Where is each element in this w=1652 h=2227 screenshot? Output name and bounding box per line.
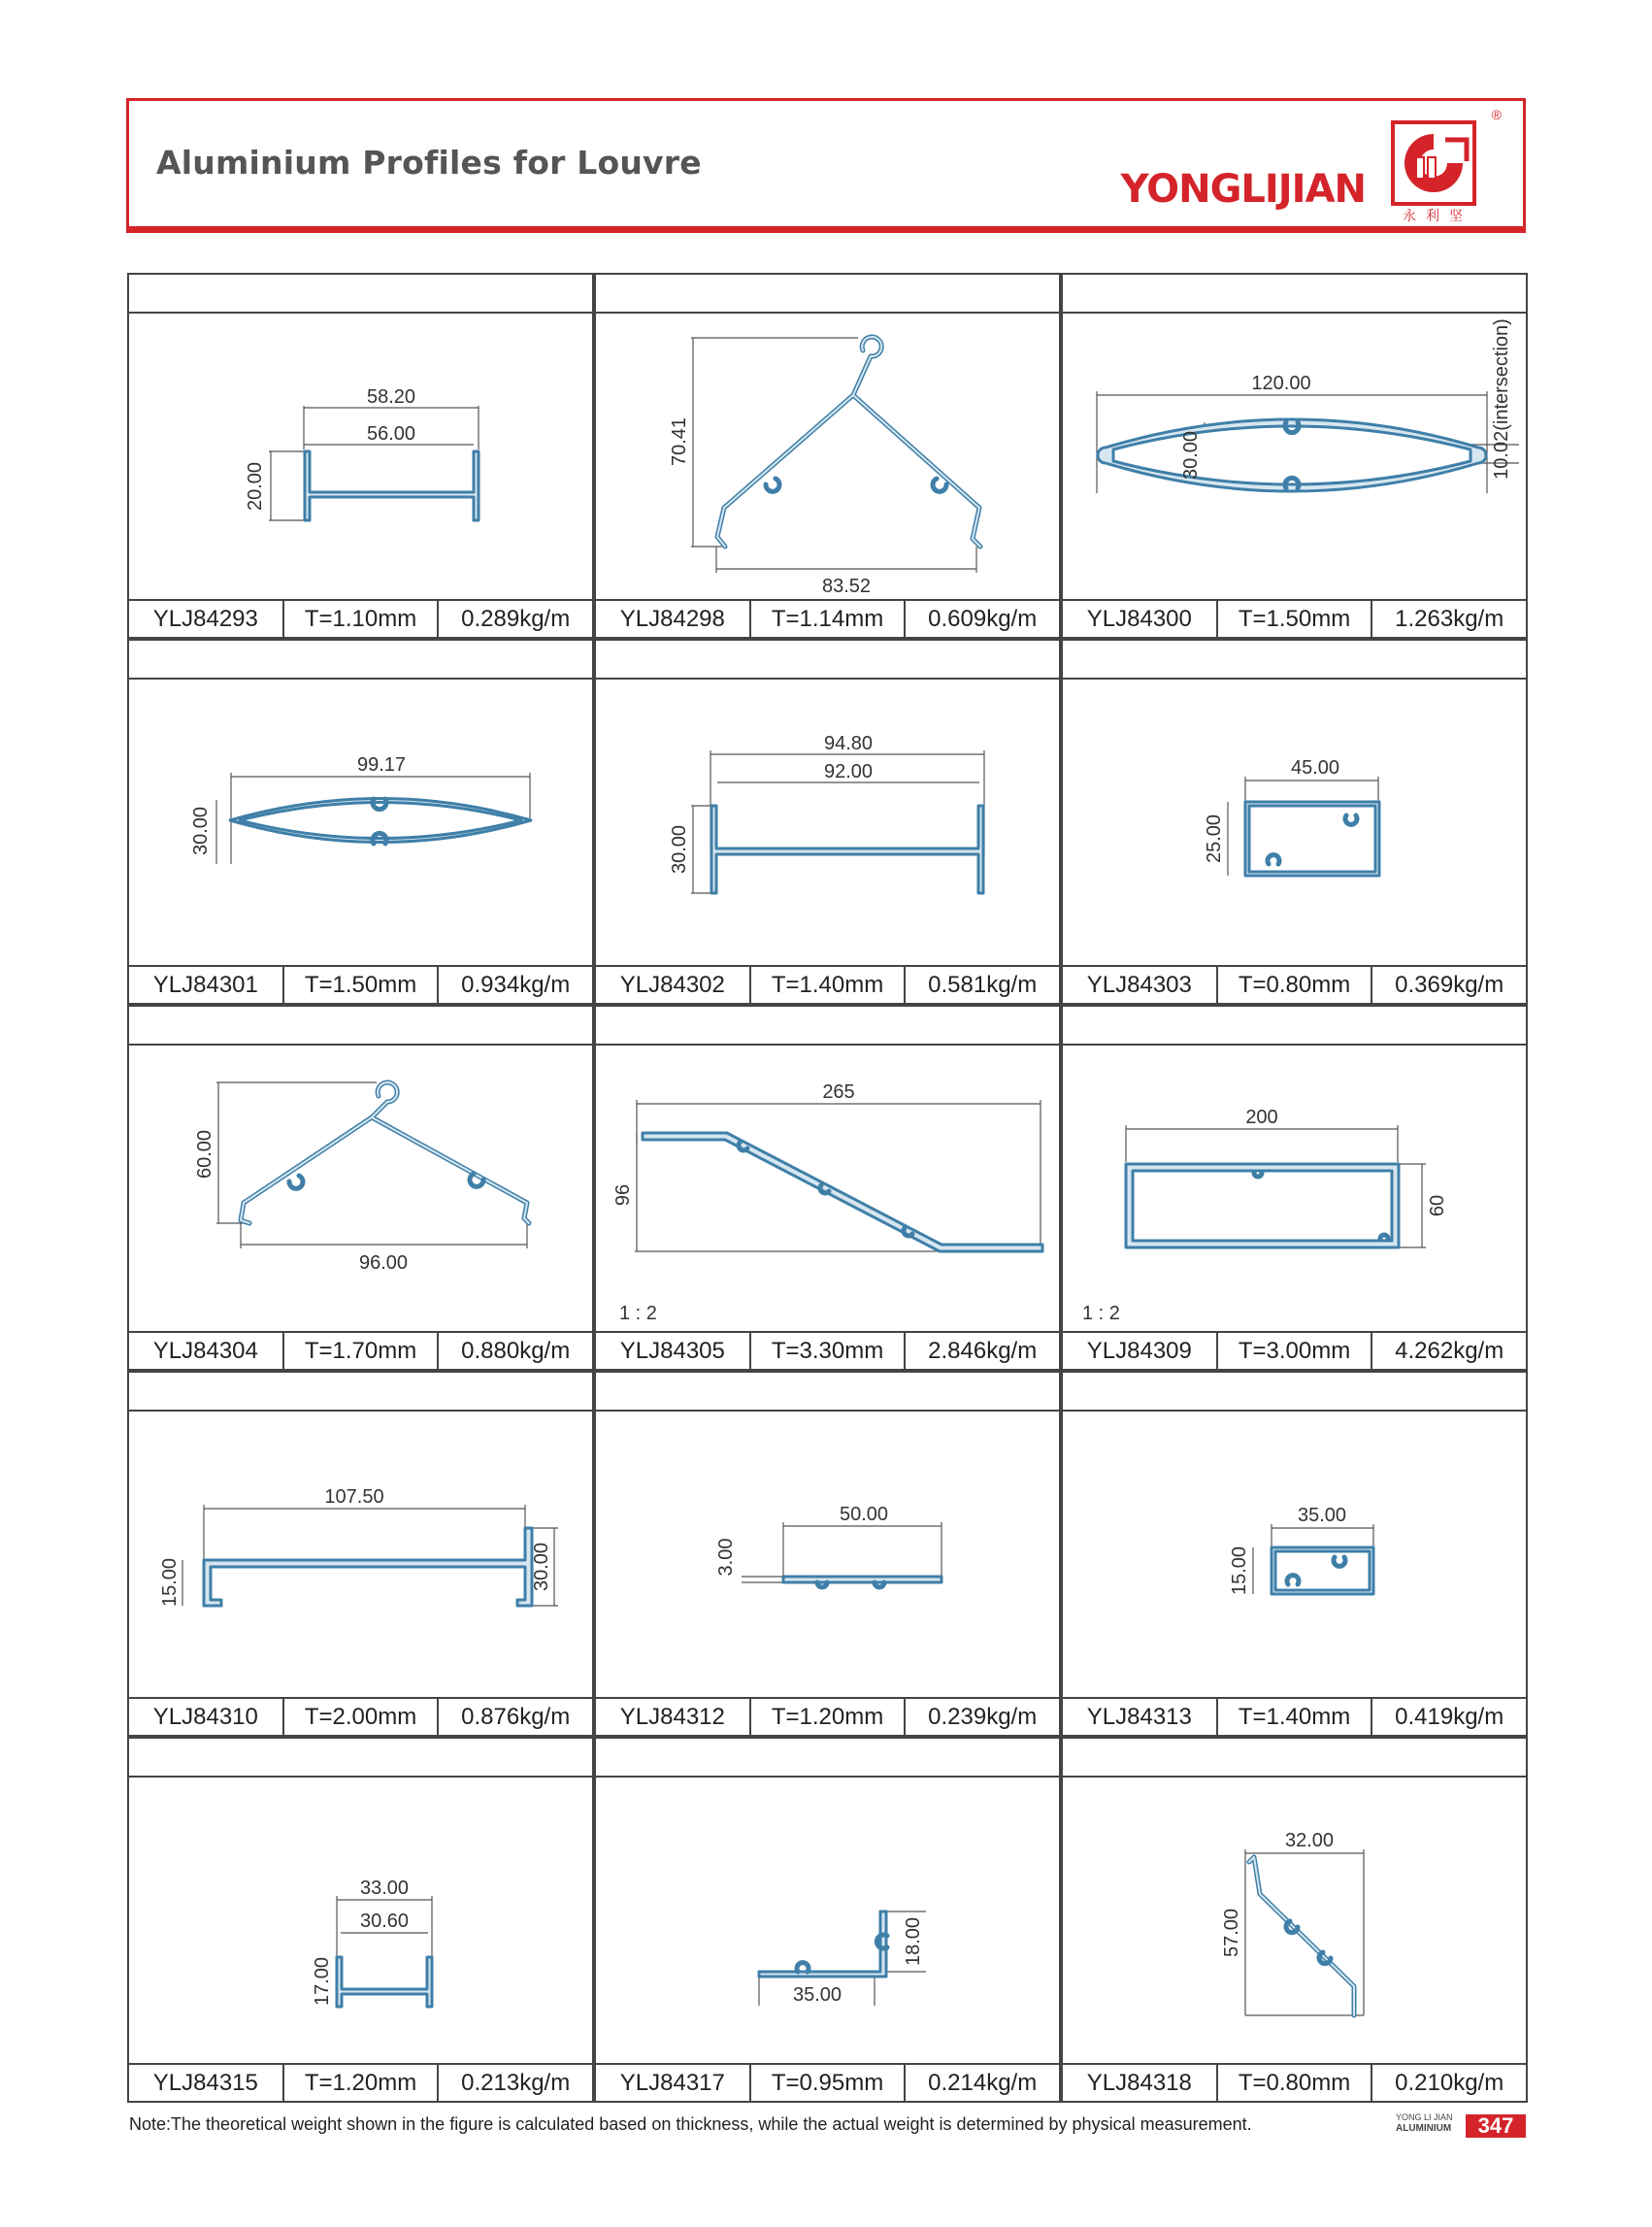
profile-code: YLJ84302 [596,967,751,1003]
scale-label: 1 : 2 [619,1303,657,1324]
spec-row [596,1331,1059,1369]
dim-label: 107.50 [324,1486,384,1508]
profile-code: YLJ84318 [1063,2065,1218,2101]
dim-label: 60 [1427,1194,1448,1217]
dim-label: 30.00 [531,1542,552,1592]
card-caption-bar [1063,1373,1526,1412]
card-caption-bar [596,641,1059,680]
brand-name: YONGLIJIAN [1120,167,1366,212]
profile-drawing [129,1046,592,1330]
profile-card [594,1371,1061,1737]
card-caption-bar [1063,1739,1526,1778]
dim-label: 45.00 [1290,757,1340,779]
profile-weight: 0.369kg/m [1395,971,1504,998]
profile-weight: 0.880kg/m [461,1337,571,1364]
profile-weight: 0.214kg/m [928,2069,1038,2096]
dim-label: 20.00 [245,461,266,512]
spec-row [1063,1697,1526,1735]
profile-card [594,1737,1061,2103]
profile-drawing [1063,314,1526,598]
dim-label: 35.00 [1297,1505,1347,1526]
footer-brand [1396,2112,1453,2134]
dim-label: 200 [1245,1107,1278,1128]
profile-card [1061,639,1528,1005]
dim-label: 15.00 [1229,1546,1250,1596]
profile-weight: 0.213kg/m [461,2069,571,2096]
dim-label: 92.00 [823,761,874,782]
profile-code: YLJ84303 [1063,967,1218,1003]
profile-thickness: T=2.00mm [284,1699,440,1735]
dim-label: 96.00 [358,1252,409,1274]
profile-card [594,1005,1061,1371]
card-caption-bar [129,1007,592,1046]
dim-label: 56.00 [366,423,416,445]
card-caption-bar [1063,275,1526,314]
profile-card [594,639,1061,1005]
profile-card [1061,273,1528,639]
profile-drawing [1063,680,1526,964]
profile-thickness: T=1.10mm [284,601,440,637]
spec-row [129,1331,592,1369]
profile-thickness: T=1.20mm [751,1699,907,1735]
profile-thickness: T=1.20mm [284,2065,440,2101]
profile-weight: 0.239kg/m [928,1703,1038,1730]
profile-code: YLJ84305 [596,1333,751,1369]
profile-card [127,1005,594,1371]
profile-weight: 0.419kg/m [1395,1703,1504,1730]
card-caption-bar [596,1739,1059,1778]
spec-row [129,965,592,1003]
scale-label: 1 : 2 [1082,1303,1120,1324]
profile-drawing [596,314,1059,598]
card-caption-bar [596,1373,1059,1412]
dim-label: 99.17 [356,754,407,776]
page-number: 347 [1466,2114,1526,2138]
profile-code: YLJ84310 [129,1699,284,1735]
dim-label: 30.00 [190,806,212,856]
profile-weight: 0.934kg/m [461,971,571,998]
profile-code: YLJ84315 [129,2065,284,2101]
spec-row [1063,2063,1526,2101]
dim-label: 10.02(intersection) [1491,318,1512,480]
card-caption-bar [129,1373,592,1412]
profile-card [127,273,594,639]
profile-weight: 0.581kg/m [928,971,1038,998]
dim-label: 60.00 [194,1129,215,1180]
profile-weight: 4.262kg/m [1395,1337,1504,1364]
card-caption-bar [596,1007,1059,1046]
profile-thickness: T=1.50mm [284,967,440,1003]
profile-thickness: T=1.14mm [751,601,907,637]
spec-row [129,2063,592,2101]
dim-label: 30.00 [1180,430,1202,481]
profile-code: YLJ84300 [1063,601,1218,637]
profile-thickness: T=0.80mm [1218,967,1373,1003]
dim-label: 83.52 [821,576,872,597]
profile-drawing [129,1412,592,1696]
spec-row [1063,965,1526,1003]
profile-card [1061,1737,1528,2103]
profile-thickness: T=1.40mm [751,967,907,1003]
page-title: Aluminium Profiles for Louvre [156,144,702,182]
profile-thickness: T=0.80mm [1218,2065,1373,2101]
dim-label: 30.00 [669,824,690,875]
dim-label: 96 [612,1183,634,1207]
card-caption-bar [129,1739,592,1778]
dim-label: 50.00 [839,1504,889,1525]
spec-row [1063,599,1526,637]
spec-row [129,1697,592,1735]
profile-code: YLJ84304 [129,1333,284,1369]
dim-label: 33.00 [359,1878,410,1899]
profile-code: YLJ84298 [596,601,751,637]
profile-card [1061,1371,1528,1737]
profile-thickness: T=1.70mm [284,1333,440,1369]
dim-label: 3.00 [715,1538,737,1577]
header-underline [129,226,1523,233]
profile-thickness: T=1.40mm [1218,1699,1373,1735]
profile-weight: 0.609kg/m [928,605,1038,632]
card-caption-bar [596,275,1059,314]
spec-row [596,965,1059,1003]
profile-code: YLJ84312 [596,1699,751,1735]
dim-label: 265 [822,1081,855,1103]
profile-drawing [596,680,1059,964]
profile-weight: 1.263kg/m [1395,605,1504,632]
profile-drawing [596,1046,1059,1330]
dim-label: 35.00 [792,1984,843,2006]
profile-thickness: T=3.30mm [751,1333,907,1369]
profile-thickness: T=1.50mm [1218,601,1373,637]
dim-label: 120.00 [1251,373,1311,394]
registered-mark: ® [1491,107,1502,122]
card-caption-bar [1063,641,1526,680]
profile-code: YLJ84301 [129,967,284,1003]
spec-row [596,599,1059,637]
profile-drawing [129,1778,592,2062]
profile-thickness: T=3.00mm [1218,1333,1373,1369]
profile-drawing [129,680,592,964]
dim-label: 70.41 [669,416,690,467]
profile-card [127,1737,594,2103]
footer-brand-line1: YONG LI JIAN [1396,2112,1453,2122]
profile-code: YLJ84313 [1063,1699,1218,1735]
profile-drawing [129,314,592,598]
profile-drawing [1063,1046,1526,1330]
profile-drawing [1063,1412,1526,1696]
profile-thickness: T=0.95mm [751,2065,907,2101]
card-caption-bar [129,641,592,680]
card-caption-bar [1063,1007,1526,1046]
spec-row [596,1697,1059,1735]
spec-row [596,2063,1059,2101]
profile-weight: 2.846kg/m [928,1337,1038,1364]
dim-label: 25.00 [1204,814,1225,864]
profile-code: YLJ84293 [129,601,284,637]
dim-label: 17.00 [312,1956,333,2007]
profile-drawing [596,1778,1059,2062]
profile-card [1061,1005,1528,1371]
dim-label: 57.00 [1221,1908,1242,1958]
profile-card [127,1371,594,1737]
footnote: Note:The theoretical weight shown in the figure is calculated based on thickness, while the actual weight is determined by physical measurement. [129,2114,1252,2134]
spec-row [1063,1331,1526,1369]
dim-label: 58.20 [366,386,416,408]
card-caption-bar [129,275,592,314]
brand-chinese-name: 永利坚 [1403,209,1472,224]
footer-brand-line2: ALUMINIUM [1396,2123,1452,2134]
dim-label: 18.00 [903,1916,924,1967]
profile-drawing [1063,1778,1526,2062]
profile-weight: 0.289kg/m [461,605,571,632]
dim-label: 94.80 [823,733,874,754]
dim-label: 30.60 [359,1911,410,1932]
profile-weight: 0.876kg/m [461,1703,571,1730]
dim-label: 15.00 [159,1557,181,1608]
profile-code: YLJ84309 [1063,1333,1218,1369]
dim-label: 32.00 [1284,1830,1335,1851]
profile-code: YLJ84317 [596,2065,751,2101]
profile-card [127,639,594,1005]
profile-weight: 0.210kg/m [1395,2069,1504,2096]
profile-card [594,273,1061,639]
brand-logo-icon [1389,118,1478,208]
page-header [126,98,1526,233]
profile-drawing [596,1412,1059,1696]
spec-row [129,599,592,637]
